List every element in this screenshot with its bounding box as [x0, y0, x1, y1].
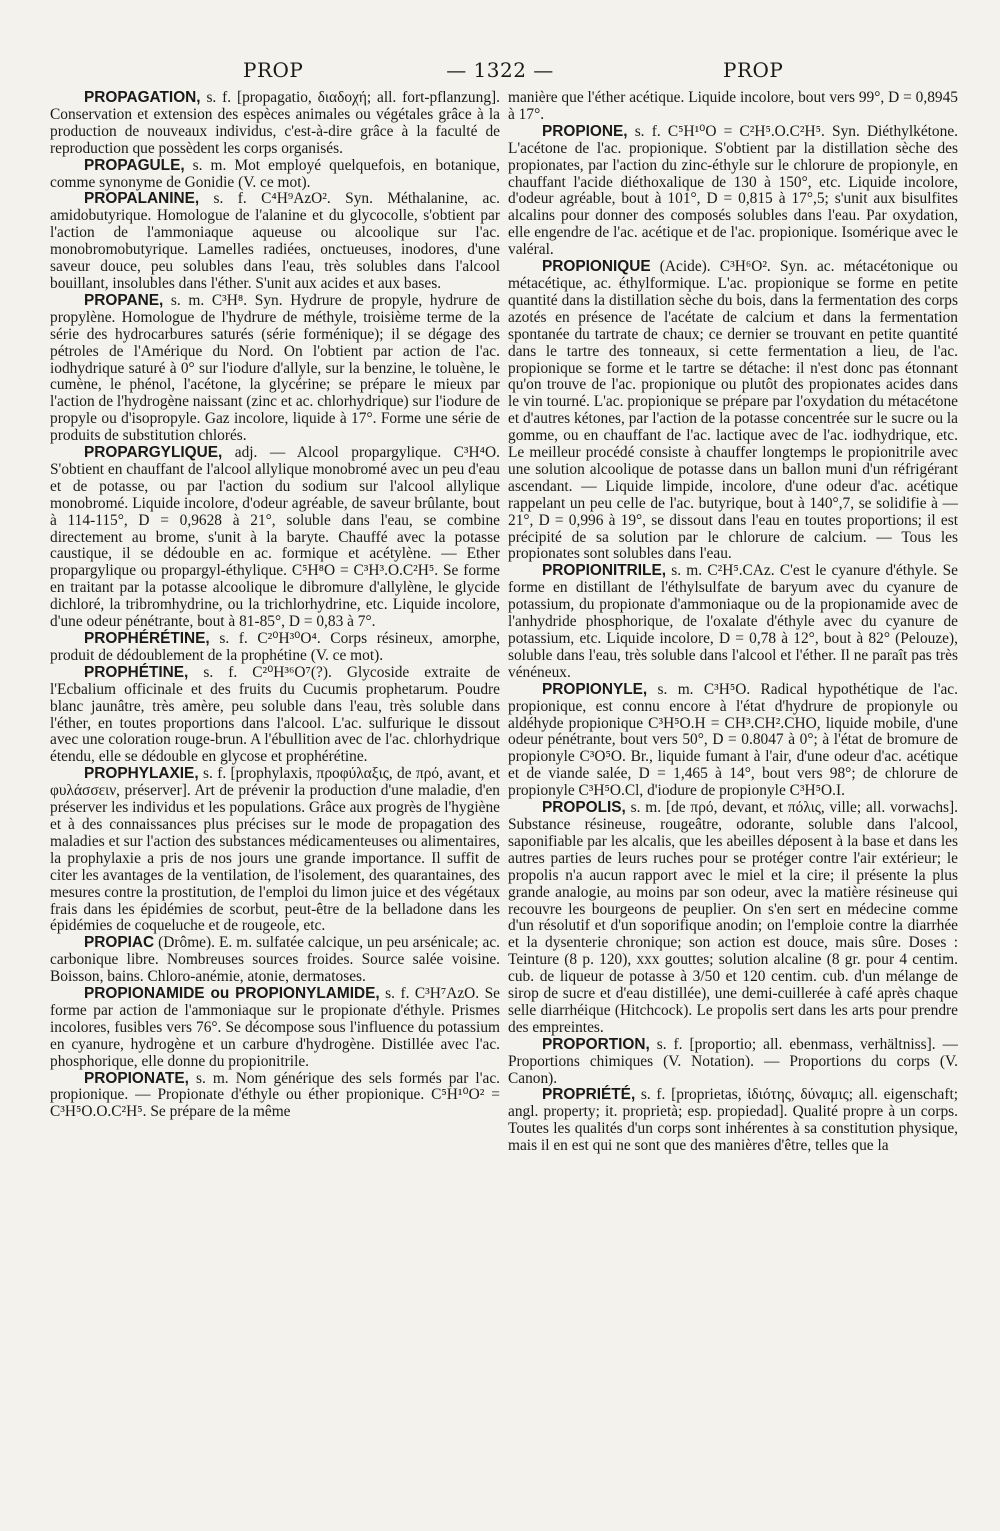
dictionary-entry: [508, 259, 958, 563]
entry-text: s. m. [de πρό, devant, et πόλις, ville; all. vorwachs]. Substance résineuse, rougeâtre, odorante, soluble dans l'alcool, saponifiable par les alcalis, que les abeilles déposent à la base et dans les autres parties de leurs ruches pour se protéger contre l'air extérieur; le propolis n'a aucun rapport avec le miel et la cire; il présente la plus grande analogie, au moins par son odeur, avec la matière résineuse qui recouvre les bourgeons de peuplier. On s'en sert en médecine comme d'un résolutif et d'un soporifique anodin; on l'emploie contre la diarrhée et la dysenterie chronique; son action est douce, mais sûre. Doses : Teinture (8 p. 120), xxx gouttes; solution alcaline (8 gr. pour 4 centim. cub. de liqueur de potasse à 3/50 et 120 centim. cub. d'un mélange de sirop de sucre et d'eau distillée), une demi-cuillerée à café après chaque selle diarrhéique (Hitchcock). Le propolis sert dans les arts pour prendre des empreintes.: [508, 799, 958, 1036]
entry-text: s. m. C²H⁵.CAz. C'est le cyanure d'éthyle. Se forme en distillant de l'éthylsulfate de baryum avec du cyanure de potassium, du propionate d'ammoniaque ou de la propionamide avec de l'anhydride phosphorique, de l'oxalate d'éthyle avec du cyanure de potassium, etc. Liquide incolore, D = 0,78 à 12°, bout à 82° (Pelouze), soluble dans l'eau, très soluble dans l'alcool et l'éther. Il ne paraît pas très vénéneux.: [508, 562, 958, 681]
entry-text: (Drôme). E. m. sulfatée calcique, un peu arsénicale; ac. carbonique libre. Nombreuses sources froides. Source salée voisine. Boisson, bains. Chloro-anémie, atonie, dermatoses.: [50, 934, 500, 986]
dictionary-entry: [508, 90, 958, 124]
running-head-left: PROP: [243, 58, 304, 82]
entry-text: s. f. C³H⁷AzO. Se forme par action de l'ammoniaque sur le propionate d'éthyle. Prismes incolores, fusibles vers 76°. Se décompose sous l'influence du potassium en cyanure, hydrogène et un carbure d'hydrogène. Distillée avec l'ac. phosphorique, elle donne du propionitrile.: [50, 985, 500, 1070]
running-head-right: PROP: [723, 58, 784, 82]
entry-headword: PROPHÉRÉTINE,: [84, 630, 210, 647]
entry-text: s. f. C⁴H⁹AzO². Syn. Méthalanine, ac. amidobutyrique. Homologue de l'alanine et du glycocolle, s'obtient par l'action de l'ammoniaque aqueuse ou alcoolique sur l'ac. monobromobutyrique. Lamelles radiées, onctueuses, inodores, d'une saveur douce, peu solubles dans l'eau, très solubles dans l'alcool bouillant, insolubles dans l'éther. S'unit aux acides et aux bases.: [50, 190, 500, 292]
entry-text: s. f. C²⁰H³⁶O⁷(?). Glycoside extraite de l'Ecbalium officinale et des fruits du Cucumis prophetarum. Poudre blanc jaunâtre, très amère, peu soluble dans l'eau, très soluble dans l'éther, en toutes proportions dans l'alcool. L'ac. sulfurique le dissout avec une coloration rouge-brun. A l'ébullition avec de l'ac. chlorhydrique étendu, elle se dédouble en glycose et prophérétine.: [50, 663, 500, 766]
dictionary-entry: [508, 682, 958, 800]
entry-text: (Acide). C³H⁶O². Syn. ac. métacétonique ou métacétique, ac. éthylformique. L'ac. propionique se forme en petite quantité dans la distillation sèche du bois, dans la fermentation des corps azotés en présence de l'acétate de calcium et dans la fermentation spontanée du tartrate de chaux; ce dernier se trouvant en petite quantité dans le tartre des tonneaux, si cette fermentation a lieu, de l'ac. propionique se forme et le tartre se détache: il n'est donc pas étonnant qu'on trouve de l'ac. propionique ou plutôt des propionates acides dans le vin tourné. L'ac. propionique se prépare par l'oxydation du métacétone et d'autres kétones, par l'action de la potasse concentrée sur le sucre ou la gomme, ou en chauffant de l'ac. lactique avec de l'ac. iodhydrique, etc. Le meilleur procédé consiste à chauffer longtemps le propionitrile avec une solution alcoolique de potasse dans un ballon muni d'un réfrigérant ascendant. — Liquide limpide, incolore, d'une odeur d'ac. acétique rappelant un peu celle de l'ac. butyrique, bout à 140°,7, se solidifie à — 21°, D = 0,996 à 19°, se dissout dans l'eau en toutes proportions; il est précipité de sa solution par le chlorure de calcium. — Tous les propionates sont solubles dans l'eau.: [508, 258, 958, 563]
dictionary-entry: [50, 293, 500, 445]
dictionary-entry: [50, 935, 500, 986]
dictionary-entry: [50, 1071, 500, 1122]
entry-text: s. f. [proportio; all. ebenmass, verhältniss]. — Proportions chimiques (V. Notation). — Proportions du corps (V. Canon).: [508, 1035, 958, 1087]
dictionary-entry: [50, 631, 500, 665]
dictionary-entry: [508, 800, 958, 1037]
dictionary-entry: [50, 445, 500, 631]
entry-headword: PROPHYLAXIE,: [84, 765, 199, 783]
entry-text: s. f. C²⁰H³⁰O⁴. Corps résineux, amorphe, produit de dédoublement de la prophétine (V. ce mot).: [50, 630, 500, 664]
page-number: — 1322 —: [446, 58, 554, 82]
dictionary-entry: [50, 191, 500, 292]
dictionary-entry: [50, 986, 500, 1071]
page-header: [0, 58, 1000, 84]
dictionary-entry: [50, 766, 500, 935]
right-column: [508, 90, 958, 1510]
dictionary-entry: [50, 665, 500, 766]
dictionary-entry: [508, 1087, 958, 1155]
entry-headword: PROPRIÉTÉ,: [542, 1086, 636, 1104]
entry-headword: PROPARGYLIQUE,: [84, 444, 223, 462]
entry-text: s. f. [prophylaxis, προφύλαξις, de πρό, avant, et φυλάσσειν, préserver]. Art de prévenir la production d'une maladie, d'en préserver les individus et les populations. Grâce aux progrès de l'hygiène et à des connaissances plus précises sur le mode de propagation des maladies et sur l'action des substances médicamenteuses ou alimentaires, la prophylaxie a pris de nos jours une grande importance. Il suffit de citer les avantages de la ventilation, de l'isolement, des quarantaines, des mesures contre la prostitution, de l'emploi du limon juice et des végétaux frais dans les épidémies de scorbut, peut-être de la belladone dans les épidémies de coqueluche et de rougeole, etc.: [50, 765, 500, 935]
entry-text: manière que l'éther acétique. Liquide incolore, bout vers 99°, D = 0,8945 à 17°.: [508, 90, 958, 123]
entry-headword: PROPIONIQUE: [542, 258, 651, 276]
entry-headword: PROPAGATION,: [84, 90, 201, 106]
entry-text: s. f. C⁵H¹⁰O = C²H⁵.O.C²H⁵. Syn. Diéthylkétone. L'acétone de l'ac. propionique. S'obtient par la distillation sèche des propionates, par l'action du zinc-éthyle sur le chlorure de propionyle, en chauffant l'acide diéthoxalique de 130 à 150°, etc. Liquide incolore, d'odeur agréable, bout à 101°, D = 0,815 à 17°,5; s'unit aux bisulfites alcalins pour donner des composés solubles dans l'eau. Par oxydation, elle engendre de l'ac. acétique et de l'ac. propionique. Isomérique avec le valéral.: [508, 122, 958, 259]
entry-headword: PROPOLIS,: [542, 799, 626, 817]
entry-headword: PROPALANINE,: [84, 190, 200, 208]
entry-headword: PROPHÉTINE,: [84, 663, 189, 681]
entry-text: s. m. C³H⁵O. Radical hypothétique de l'ac. propionique, est connu encore à l'état d'hydrure de propionyle ou aldéhyde propionique C³H⁵O.H = CH³.CH².CHO, liquide mobile, d'une odeur pénétrante, bout vers 50°, D = 0.8047 à 0°; à l'état de bromure de propionyle C³O⁵O. Br., liquide fumant à l'air, d'une odeur d'ac. acétique et de viande salée, D = 1,465 à 14°, bout vers 98°; de chlorure de propionyle C³H⁵O.Cl, d'iodure de propionyle C³H⁵O.I.: [508, 680, 958, 800]
entry-text: s. f. [propagatio, διαδοχή; all. fort-pflanzung]. Conservation et extension des espèces animales ou végétales grâce à la production de nouveaux individus, c'est-à-dire grâce à la faculté de reproduction que possèdent les corps organisés.: [50, 90, 500, 157]
entry-text: s. m. Mot employé quelquefois, en botanique, comme synonyme de Gonidie (V. ce mot).: [50, 156, 500, 191]
entry-text: adj. — Alcool propargylique. C³H⁴O. S'obtient en chauffant de l'alcool allylique monobromé avec un peu d'eau et de potasse, ou par l'action du sodium sur l'alcool allylique monobromé. Liquide incolore, d'odeur agréable, de saveur brûlante, bout à 114-115°, D = 0,9628 à 21°, soluble dans l'eau, se combine directement au brome, s'unit à la baryte. Chauffé avec la potasse caustique, il se dédouble en ac. formique et acétylène. — Ether propargylique ou propargyl-éthylique. C⁵H⁸O = C³H³.O.C²H⁵. Se forme en traitant par la potasse alcoolique le dibromure d'allylène, le glycide dichloré, la tribromhydrine, ou la trichlorhydrine, etc. Liquide incolore, d'une odeur pénétrante, bout à 81-85°, D = 0,83 à 7°.: [50, 444, 500, 631]
entry-headword: PROPIONYLE,: [542, 680, 648, 698]
entry-headword: PROPIONATE,: [84, 1069, 189, 1087]
entry-headword: PROPIAC: [84, 934, 155, 952]
dictionary-entry: [50, 90, 500, 158]
entry-text: s. m. Nom générique des sels formés par l'ac. propionique. — Propionate d'éthyle ou éther propionique. C⁵H¹⁰O² = C³H⁵O.O.C²H⁵. Se prépare de la même: [50, 1069, 500, 1121]
dictionary-entry: [50, 158, 500, 192]
entry-headword: PROPANE,: [84, 291, 164, 309]
left-column: [50, 90, 500, 1510]
entry-headword: PROPORTION,: [542, 1035, 650, 1053]
entry-text: s. m. C³H⁸. Syn. Hydrure de propyle, hydrure de propylène. Homologue de l'hydrure de méthyle, troisième terme de la série des hydrocarbures saturés (série forménique); il se dégage des pétroles de l'Amérique du Nord. On l'obtient par action de l'ac. iodhydrique saturé à 0° sur l'iodure d'allyle, sur la benzine, le toluène, le cumène, le phénol, l'acétone, la glycérine; se prépare le mieux par l'action de l'hydrogène naissant (zinc et ac. chlorhydrique) sur l'iodure de propyle ou d'isopropyle. Gaz incolore, liquide à 17°. Forme une série de produits de substitution chlorés.: [50, 291, 500, 445]
entry-headword: PROPAGULE,: [84, 156, 185, 174]
entry-headword: PROPIONAMIDE ou PROPIONYLAMIDE,: [84, 985, 380, 1003]
dictionary-entry: [508, 124, 958, 259]
entry-headword: PROPIONITRILE,: [542, 562, 666, 580]
dictionary-entry: [508, 1037, 958, 1088]
dictionary-entry: [508, 563, 958, 681]
entry-text: s. f. [proprietas, ἰδιότης, δύναμις; all. eigenschaft; angl. property; it. proprietà; esp. propiedad]. Qualité propre à un corps. Toutes les qualités d'un corps sont inhérentes à sa constitution physique, mais il en est qui ne sont que des manières d'être, telles que la: [508, 1086, 958, 1155]
entry-headword: PROPIONE,: [542, 122, 628, 140]
